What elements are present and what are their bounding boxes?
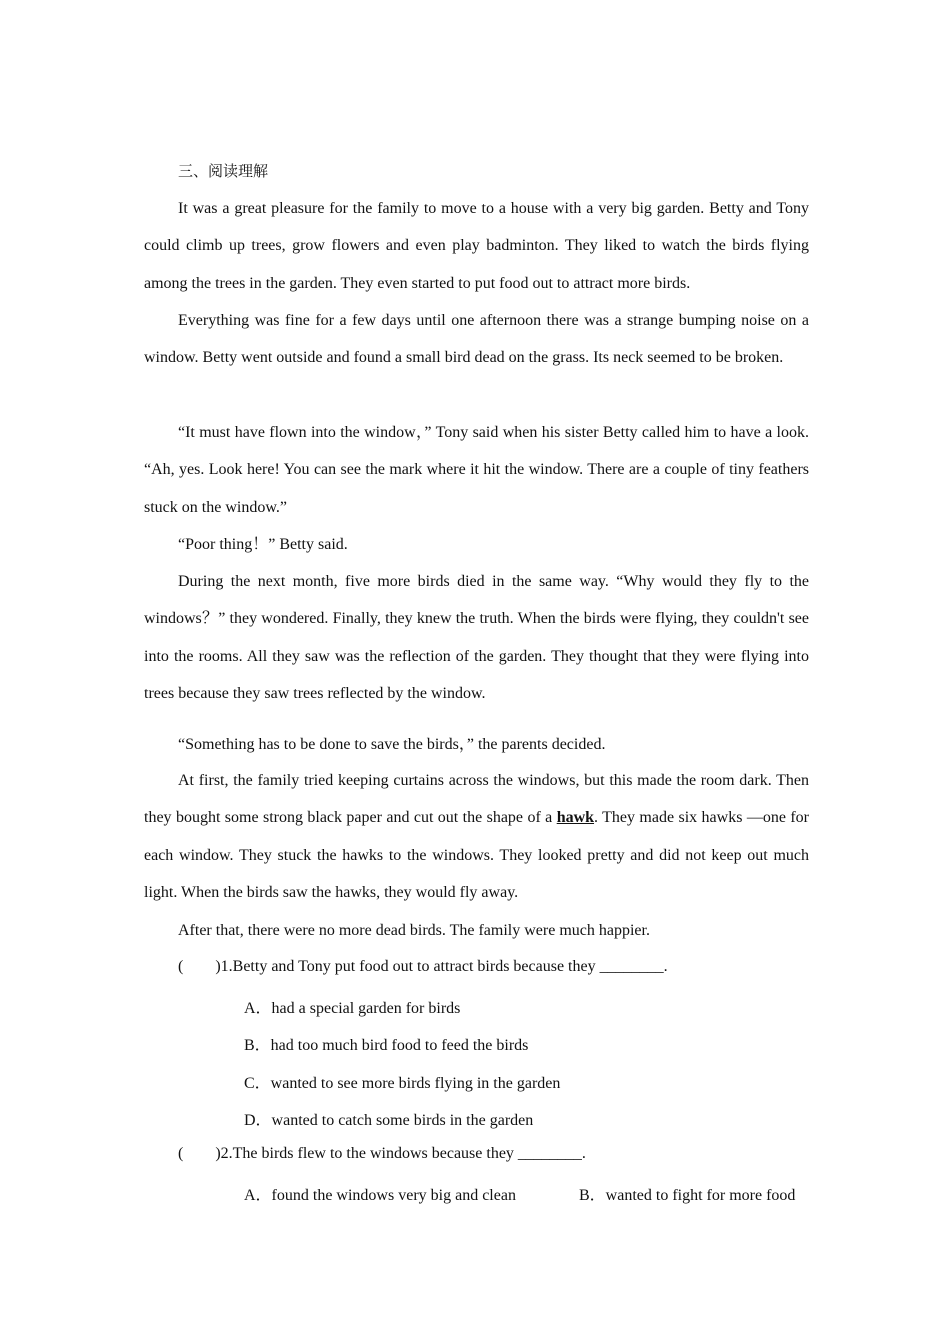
passage-paragraph-5: During the next month, five more birds died in the same way. “Why would they fly to the windows？” they wondered. Finally, they knew the truth. When the birds were flying, they couldn't see into the rooms. All they saw was the reflection of the garden. They thought that they were flying into trees because they saw trees reflected by the window. (144, 573, 809, 702)
question-2-stem: ( )2.The birds flew to the windows because they ________. (178, 1145, 586, 1162)
question-1-option-b[interactable]: B．had too much bird food to feed the birds (244, 1037, 529, 1054)
passage-paragraph-1: It was a great pleasure for the family to move to a house with a very big garden. Betty and Tony could climb up trees, grow flowers and even play badminton. They liked to watch the birds flying among the trees in the garden. They even started to put food out to attract more birds. (144, 200, 809, 292)
passage-paragraph-7 (144, 762, 809, 911)
passage-paragraph-3: “It must have flown into the window，” Tony said when his sister Betty called him to have a look. “Ah, yes. Look here! You can see the mark where it hit the window. There are a couple of tiny feathers stuck on the window.” (144, 424, 809, 516)
passage-paragraph-8: After that, there were no more dead birds. The family were much happier. (178, 922, 650, 939)
question-1-option-d[interactable]: D．wanted to catch some birds in the garden (244, 1112, 534, 1129)
question-1-option-a[interactable]: A．had a special garden for birds (244, 1000, 461, 1017)
question-1-option-c[interactable]: C．wanted to see more birds flying in the garden (244, 1075, 561, 1092)
section-title: 三、阅读理解 (178, 162, 269, 180)
paragraph-7-text-a: At first, the family tried keeping curtains across the windows, but this made the room dark. Then they bought some strong black paper and cut out the shape of a (144, 772, 809, 827)
question-1-stem: ( )1.Betty and Tony put food out to attract birds because they ________. (178, 958, 668, 975)
question-2-option-a[interactable]: A．found the windows very big and clean (244, 1187, 516, 1204)
question-2-option-b[interactable]: B．wanted to fight for more food (579, 1187, 796, 1204)
hawk-keyword: hawk (556, 809, 595, 827)
paragraph-7-text-b: . They made six hawks —one for each window. They stuck the hawks to the windows. They looked pretty and did not keep out much light. When the birds saw the hawks, they would fly away. (144, 809, 810, 901)
passage-paragraph-2: Everything was fine for a few days until one afternoon there was a strange bumping noise on a window. Betty went outside and found a small bird dead on the grass. Its neck seemed to be broken. (144, 312, 809, 367)
passage-paragraph-4: “Poor thing！” Betty said. (178, 536, 348, 553)
passage-paragraph-6: “Something has to be done to save the birds，” the parents decided. (178, 736, 606, 753)
